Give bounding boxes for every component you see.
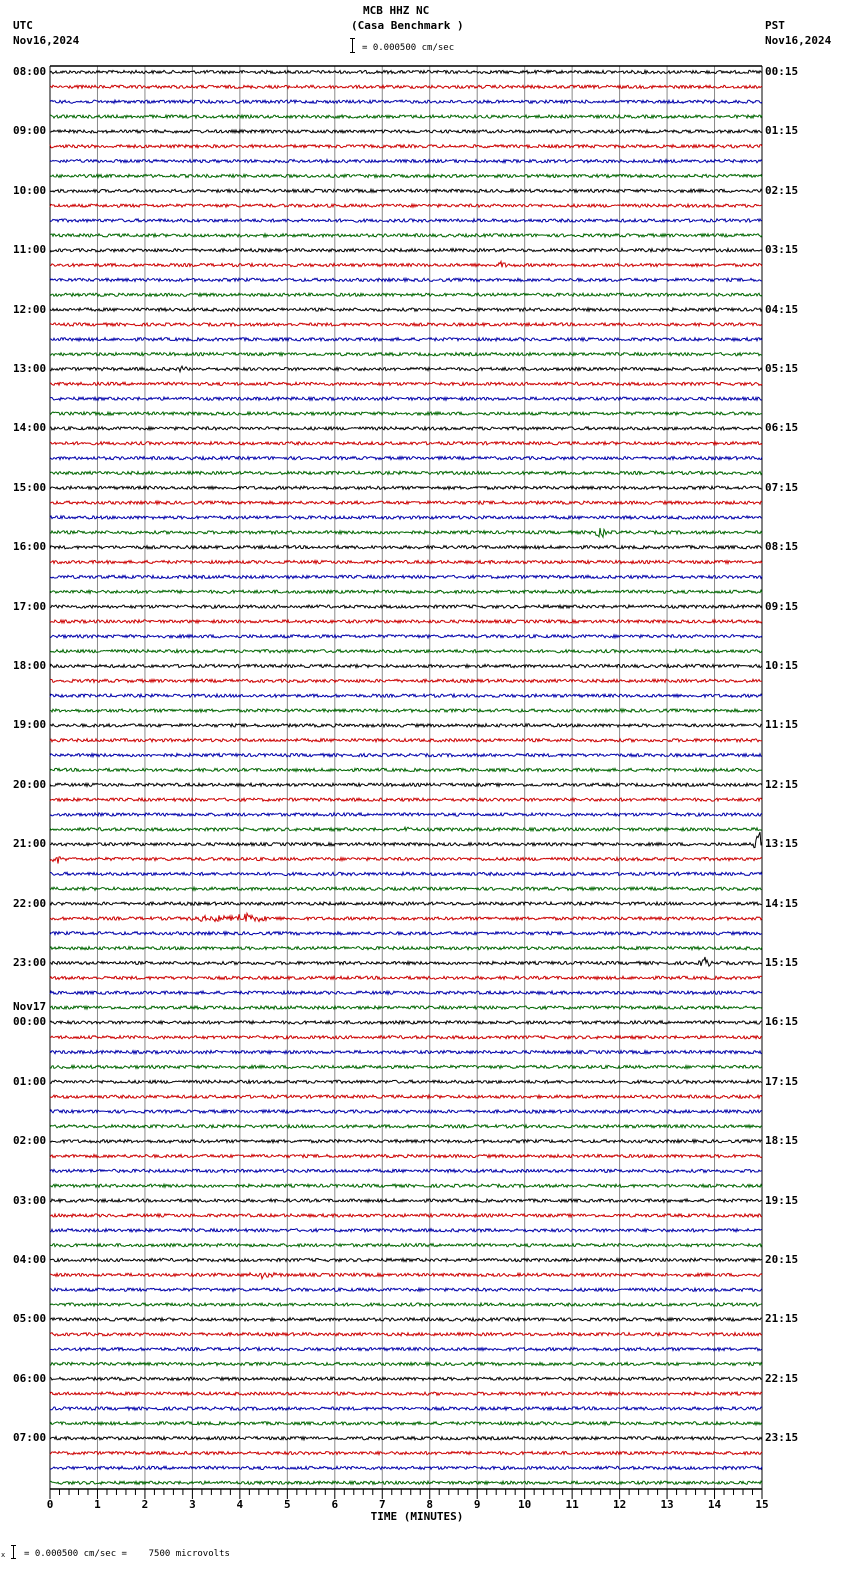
trace-line: [50, 650, 762, 653]
utc-hour-label: 14:00: [13, 421, 47, 435]
pst-hour-label: 01:15: [765, 124, 799, 138]
x-tick-label: 13: [660, 1498, 674, 1511]
left-date: Nov16,2024: [13, 34, 80, 47]
trace-line: [50, 575, 762, 578]
left-timezone: UTC: [13, 19, 33, 32]
trace-line: [50, 1036, 762, 1039]
trace-line: [50, 278, 762, 281]
pst-hour-label: 16:15: [765, 1015, 799, 1029]
x-tick-label: 5: [284, 1498, 291, 1511]
utc-hour-label: 18:00: [13, 659, 47, 672]
trace-line: [50, 70, 762, 73]
trace-line: [50, 768, 762, 771]
trace-line: [50, 1051, 762, 1054]
utc-hour-label: 02:00: [13, 1134, 47, 1148]
trace-line: [50, 1377, 762, 1380]
utc-hour-label: 07:00: [13, 1431, 47, 1445]
pst-hour-label: 17:15: [765, 1074, 799, 1088]
footer-scale-bar-icon: [11, 1545, 16, 1559]
trace-line: [50, 832, 762, 848]
trace-line: [50, 1303, 762, 1306]
trace-line: [50, 635, 762, 638]
footer-marker: x: [1, 1551, 6, 1559]
x-tick-label: 12: [612, 1498, 627, 1511]
trace-line: [50, 947, 762, 950]
trace-line: [50, 546, 762, 549]
pst-hour-label: 12:15: [765, 777, 799, 791]
trace-line: [50, 1333, 762, 1336]
trace-line: [50, 679, 762, 682]
trace-line: [50, 1006, 762, 1009]
trace-line: [50, 887, 762, 890]
trace-line: [50, 664, 762, 667]
pst-hour-label: 23:15: [765, 1431, 799, 1445]
right-date: Nov16,2024: [765, 34, 832, 47]
trace-line: [50, 754, 762, 757]
trace-line: [50, 724, 762, 727]
pst-hour-label: 13:15: [765, 837, 799, 851]
utc-hour-label: 00:00: [13, 1015, 47, 1029]
date-change-label: Nov17: [13, 1000, 47, 1014]
trace-line: [50, 1021, 762, 1024]
trace-line: [50, 115, 762, 118]
pst-hour-label: 20:15: [765, 1253, 799, 1266]
trace-line: [50, 293, 762, 296]
trace-line: [50, 501, 762, 504]
pst-hour-label: 14:15: [765, 896, 799, 910]
utc-hour-label: 15:00: [13, 480, 47, 494]
trace-line: [50, 85, 762, 88]
trace-line: [50, 366, 762, 372]
trace-line: [50, 427, 762, 430]
trace-line: [50, 528, 762, 537]
utc-hour-label: 01:00: [13, 1074, 47, 1088]
trace-line: [50, 1095, 762, 1098]
trace-line: [50, 160, 762, 163]
trace-line: [50, 1080, 762, 1083]
utc-hour-label: 09:00: [13, 124, 47, 138]
x-tick-label: 14: [707, 1498, 722, 1511]
utc-hour-label: 17:00: [13, 599, 47, 613]
trace-line: [50, 605, 762, 608]
trace-line: [50, 1169, 762, 1172]
x-tick-label: 4: [236, 1498, 244, 1511]
trace-line: [50, 783, 762, 786]
trace-line: [50, 308, 762, 311]
trace-line: [50, 486, 762, 489]
trace-line: [50, 1155, 762, 1158]
trace-line: [50, 709, 762, 712]
trace-line: [50, 1244, 762, 1247]
x-axis-title: TIME (MINUTES): [370, 1510, 464, 1523]
x-tick-label: 10: [518, 1498, 532, 1511]
trace-line: [50, 813, 762, 816]
x-tick-label: 1: [94, 1498, 101, 1511]
trace-line: [50, 932, 762, 935]
scale-label: = 0.000500 cm/sec: [362, 43, 455, 53]
utc-hour-label: 08:00: [13, 65, 47, 78]
trace-line: [50, 991, 762, 994]
x-tick-label: 15: [755, 1498, 769, 1511]
trace-line: [50, 976, 762, 979]
pst-hour-label: 18:15: [765, 1134, 799, 1148]
utc-hour-label: 16:00: [13, 540, 47, 554]
trace-line: [50, 1392, 762, 1395]
trace-line: [50, 353, 762, 356]
utc-hour-label: 10:00: [13, 183, 47, 197]
trace-line: [50, 1348, 762, 1351]
trace-line: [50, 174, 762, 177]
right-timezone: PST: [765, 19, 785, 32]
trace-line: [50, 130, 762, 133]
pst-hour-label: 03:15: [765, 243, 799, 257]
trace-line: [50, 1318, 762, 1321]
trace-line: [50, 382, 762, 385]
x-tick-label: 8: [426, 1498, 434, 1511]
pst-hour-label: 10:15: [765, 659, 799, 672]
utc-hour-label: 05:00: [13, 1312, 47, 1326]
trace-line: [50, 798, 762, 801]
trace-line: [50, 412, 762, 415]
pst-hour-label: 07:15: [765, 480, 799, 494]
utc-hour-label: 20:00: [13, 777, 47, 791]
trace-line: [50, 694, 762, 697]
pst-hour-label: 19:15: [765, 1193, 799, 1207]
trace-line: [50, 827, 762, 831]
pst-hour-label: 15:15: [765, 956, 799, 969]
pst-hour-label: 08:15: [765, 540, 799, 554]
trace-line: [50, 1065, 762, 1068]
trace-line: [50, 249, 762, 252]
trace-line: [50, 219, 762, 222]
x-tick-label: 11: [565, 1498, 579, 1511]
station-location: (Casa Benchmark ): [351, 19, 464, 32]
utc-hour-label: 21:00: [13, 837, 47, 851]
utc-hour-label: 03:00: [13, 1193, 47, 1207]
trace-line: [50, 1422, 762, 1425]
trace-line: [50, 1125, 762, 1128]
utc-hour-label: 11:00: [13, 243, 47, 257]
trace-line: [50, 1407, 762, 1410]
trace-line: [50, 1466, 762, 1469]
pst-hour-label: 04:15: [765, 302, 799, 316]
x-tick-label: 3: [189, 1498, 196, 1511]
pst-hour-label: 06:15: [765, 421, 799, 435]
trace-line: [50, 857, 762, 864]
trace-line: [50, 1110, 762, 1113]
trace-line: [50, 739, 762, 742]
trace-line: [50, 516, 762, 519]
trace-line: [50, 1288, 762, 1291]
trace-line: [50, 1214, 762, 1217]
trace-line: [50, 338, 762, 341]
trace-line: [50, 323, 762, 326]
pst-hour-label: 00:15: [765, 65, 799, 78]
utc-hour-label: 23:00: [13, 956, 47, 969]
trace-line: [50, 100, 762, 103]
pst-hour-label: 21:15: [765, 1312, 799, 1326]
trace-line: [50, 1452, 762, 1455]
pst-hour-label: 11:15: [765, 718, 799, 732]
utc-hour-label: 19:00: [13, 718, 47, 732]
x-tick-label: 9: [473, 1498, 481, 1511]
trace-line: [50, 1140, 762, 1143]
utc-hour-label: 12:00: [13, 302, 47, 316]
utc-hour-label: 06:00: [13, 1371, 47, 1385]
trace-line: [50, 913, 762, 921]
footer-scale-label: = 0.000500 cm/sec = 7500 microvolts: [24, 1549, 230, 1559]
trace-line: [50, 590, 762, 593]
trace-line: [50, 234, 762, 237]
trace-line: [50, 1184, 762, 1187]
x-tick-label: 7: [378, 1498, 386, 1511]
trace-line: [50, 1199, 762, 1202]
trace-line: [50, 1258, 762, 1261]
trace-line: [50, 620, 762, 623]
trace-line: [50, 902, 762, 905]
trace-line: [50, 145, 762, 148]
trace-line: [50, 1229, 762, 1232]
trace-line: [50, 261, 762, 267]
utc-hour-label: 22:00: [13, 896, 47, 910]
trace-line: [50, 457, 762, 460]
trace-line: [50, 471, 762, 474]
trace-line: [50, 872, 762, 875]
trace-line: [50, 1437, 762, 1440]
x-tick-label: 0: [46, 1498, 54, 1511]
trace-line: [50, 204, 762, 207]
pst-hour-label: 09:15: [765, 599, 799, 613]
pst-hour-label: 22:15: [765, 1371, 799, 1385]
trace-line: [50, 1362, 762, 1365]
trace-line: [50, 189, 762, 192]
pst-hour-label: 05:15: [765, 362, 799, 375]
utc-hour-label: 04:00: [13, 1253, 47, 1266]
trace-line: [50, 1273, 762, 1279]
trace-line: [50, 1481, 762, 1484]
station-title: MCB HHZ NC: [363, 4, 430, 17]
trace-line: [50, 442, 762, 445]
trace-line: [50, 397, 762, 400]
x-tick-label: 2: [141, 1498, 149, 1511]
x-tick-label: 6: [331, 1498, 339, 1511]
trace-line: [50, 561, 762, 564]
utc-hour-label: 13:00: [13, 362, 47, 375]
trace-line: [50, 957, 762, 966]
pst-hour-label: 02:15: [765, 183, 799, 197]
